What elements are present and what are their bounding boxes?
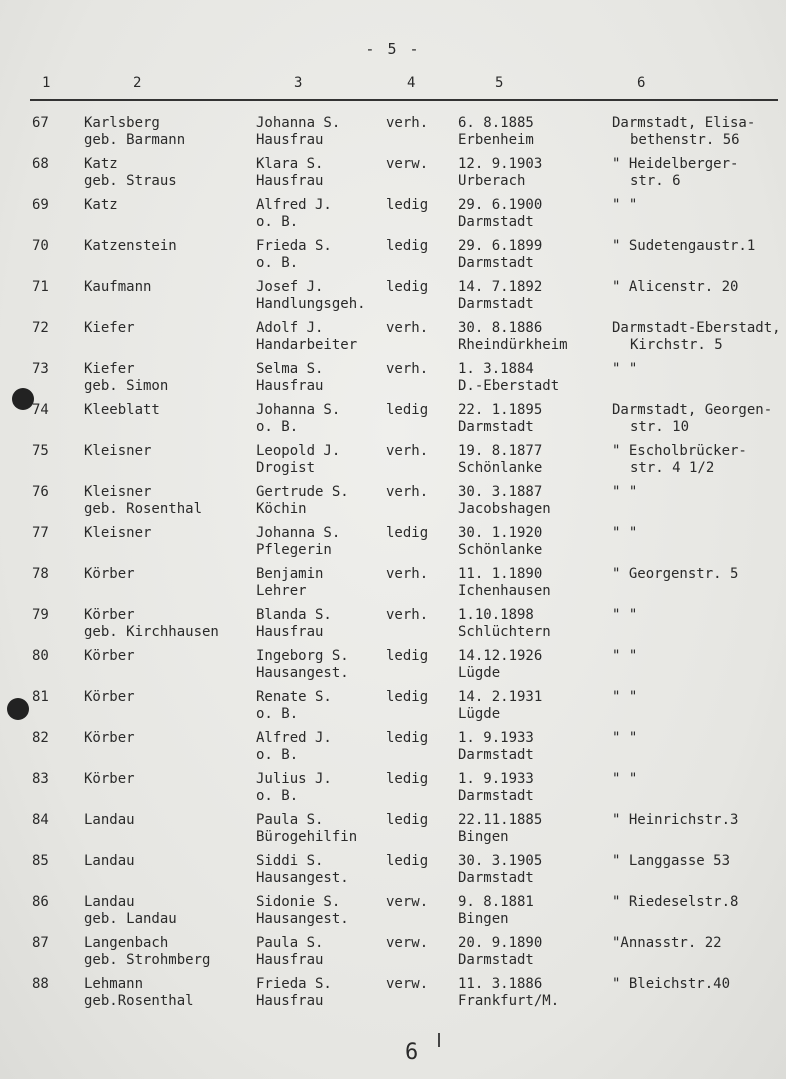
- occupation: o. B.: [256, 788, 299, 804]
- occupation: Hausfrau: [256, 132, 324, 148]
- birth-date: 30. 3.1905: [458, 853, 543, 869]
- table-row: [0, 279, 786, 319]
- first-name: Josef J.: [256, 279, 324, 295]
- birth-place: Lügde: [458, 706, 501, 722]
- table-row: [0, 607, 786, 647]
- surname: Katz: [84, 156, 118, 172]
- table-row: [0, 566, 786, 606]
- marital-status: verh.: [386, 484, 429, 500]
- table-row: [0, 156, 786, 196]
- address-line-1: " ": [612, 484, 638, 500]
- table-row: [0, 525, 786, 565]
- marital-status: ledig: [386, 648, 429, 664]
- surname: Katz: [84, 197, 118, 213]
- first-name: Alfred J.: [256, 197, 332, 213]
- maiden-name: geb. Barmann: [84, 132, 186, 148]
- surname: Kleisner: [84, 484, 152, 500]
- entry-number: 79: [32, 607, 49, 623]
- occupation: o. B.: [256, 419, 299, 435]
- first-name: Klara S.: [256, 156, 324, 172]
- entry-number: 74: [32, 402, 49, 418]
- entry-number: 83: [32, 771, 49, 787]
- first-name: Gertrude S.: [256, 484, 349, 500]
- address-line-1: " ": [612, 361, 638, 377]
- first-name: Leopold J.: [256, 443, 341, 459]
- address-line-2: str. 6: [630, 173, 681, 189]
- birth-date: 11. 1.1890: [458, 566, 543, 582]
- marital-status: ledig: [386, 689, 429, 705]
- birth-place: Bingen: [458, 829, 509, 845]
- surname: Landau: [84, 812, 135, 828]
- table-row: [0, 771, 786, 811]
- birth-place: Darmstadt: [458, 296, 534, 312]
- address-line-2: str. 4 1/2: [630, 460, 715, 476]
- column-number-4: 4: [407, 75, 416, 91]
- entry-number: 81: [32, 689, 49, 705]
- address-line-1: "Annasstr. 22: [612, 935, 722, 951]
- surname: Kaufmann: [84, 279, 152, 295]
- surname: Kleisner: [84, 525, 152, 541]
- birth-date: 1. 9.1933: [458, 771, 534, 787]
- first-name: Ingeborg S.: [256, 648, 349, 664]
- surname: Katzenstein: [84, 238, 177, 254]
- occupation: o. B.: [256, 214, 299, 230]
- header-rule: [30, 99, 778, 101]
- first-name: Sidonie S.: [256, 894, 341, 910]
- birth-place: Jacobshagen: [458, 501, 551, 517]
- birth-place: Darmstadt: [458, 747, 534, 763]
- entry-number: 72: [32, 320, 49, 336]
- table-row: [0, 648, 786, 688]
- birth-place: Rheindürkheim: [458, 337, 568, 353]
- marital-status: verw.: [386, 156, 429, 172]
- birth-place: Schönlanke: [458, 460, 543, 476]
- marital-status: verh.: [386, 607, 429, 623]
- address-line-1: " Alicenstr. 20: [612, 279, 739, 295]
- column-number-2: 2: [133, 75, 142, 91]
- address-line-1: " ": [612, 525, 638, 541]
- occupation: Hausfrau: [256, 993, 324, 1009]
- address-line-1: " ": [612, 771, 638, 787]
- page-number: - 5 -: [365, 40, 421, 58]
- entry-number: 73: [32, 361, 49, 377]
- birth-place: Ichenhausen: [458, 583, 551, 599]
- marital-status: verh.: [386, 320, 429, 336]
- birth-date: 6. 8.1885: [458, 115, 534, 131]
- marital-status: verw.: [386, 935, 429, 951]
- first-name: Selma S.: [256, 361, 324, 377]
- first-name: Johanna S.: [256, 115, 341, 131]
- first-name: Benjamin: [256, 566, 324, 582]
- marital-status: verh.: [386, 566, 429, 582]
- entry-number: 80: [32, 648, 49, 664]
- address-line-1: " Bleichstr.40: [612, 976, 731, 992]
- address-line-1: " ": [612, 730, 638, 746]
- marital-status: ledig: [386, 197, 429, 213]
- first-name: Julius J.: [256, 771, 332, 787]
- entry-number: 75: [32, 443, 49, 459]
- birth-date: 9. 8.1881: [458, 894, 534, 910]
- table-row: [0, 894, 786, 934]
- occupation: Bürogehilfin: [256, 829, 358, 845]
- birth-date: 14. 2.1931: [458, 689, 543, 705]
- column-number-1: 1: [42, 75, 51, 91]
- occupation: Köchin: [256, 501, 307, 517]
- birth-date: 1. 3.1884: [458, 361, 534, 377]
- marital-status: verh.: [386, 443, 429, 459]
- surname: Körber: [84, 689, 135, 705]
- first-name: Paula S.: [256, 812, 324, 828]
- column-number-5: 5: [495, 75, 504, 91]
- address-line-2: bethenstr. 56: [630, 132, 740, 148]
- table-row: [0, 443, 786, 483]
- birth-date: 12. 9.1903: [458, 156, 543, 172]
- surname: Kleeblatt: [84, 402, 160, 418]
- birth-place: Erbenheim: [458, 132, 534, 148]
- birth-date: 30. 8.1886: [458, 320, 543, 336]
- address-line-1: " Sudetengaustr.1: [612, 238, 756, 254]
- occupation: o. B.: [256, 747, 299, 763]
- birth-date: 22.11.1885: [458, 812, 543, 828]
- birth-date: 29. 6.1899: [458, 238, 543, 254]
- maiden-name: geb.Rosenthal: [84, 993, 194, 1009]
- birth-place: Lügde: [458, 665, 501, 681]
- occupation: Hausangest.: [256, 911, 349, 927]
- surname: Körber: [84, 771, 135, 787]
- entry-number: 88: [32, 976, 49, 992]
- occupation: o. B.: [256, 255, 299, 271]
- entry-number: 69: [32, 197, 49, 213]
- surname: Langenbach: [84, 935, 169, 951]
- table-row: [0, 976, 786, 1016]
- occupation: Hausfrau: [256, 173, 324, 189]
- column-number-6: 6: [637, 75, 646, 91]
- table-row: [0, 935, 786, 975]
- birth-date: 1.10.1898: [458, 607, 534, 623]
- marital-status: ledig: [386, 771, 429, 787]
- birth-place: Darmstadt: [458, 870, 534, 886]
- address-line-1: Darmstadt, Georgen-: [612, 402, 773, 418]
- table-row: [0, 402, 786, 442]
- birth-place: Frankfurt/M.: [458, 993, 560, 1009]
- address-line-1: " ": [612, 689, 638, 705]
- birth-date: 30. 1.1920: [458, 525, 543, 541]
- address-line-1: Darmstadt-Eberstadt,: [612, 320, 781, 336]
- birth-date: 29. 6.1900: [458, 197, 543, 213]
- footer-mark: 6: [405, 1040, 419, 1065]
- birth-date: 1. 9.1933: [458, 730, 534, 746]
- column-number-3: 3: [294, 75, 303, 91]
- birth-place: Darmstadt: [458, 788, 534, 804]
- birth-place: Darmstadt: [458, 214, 534, 230]
- birth-place: Schönlanke: [458, 542, 543, 558]
- address-line-1: " Heinrichstr.3: [612, 812, 739, 828]
- first-name: Adolf J.: [256, 320, 324, 336]
- birth-date: 11. 3.1886: [458, 976, 543, 992]
- first-name: Frieda S.: [256, 238, 332, 254]
- surname: Lehmann: [84, 976, 144, 992]
- marital-status: ledig: [386, 853, 429, 869]
- maiden-name: geb. Strohmberg: [84, 952, 211, 968]
- entry-number: 71: [32, 279, 49, 295]
- footer-tick: [438, 1033, 440, 1047]
- address-line-2: Kirchstr. 5: [630, 337, 723, 353]
- occupation: Drogist: [256, 460, 316, 476]
- marital-status: ledig: [386, 279, 429, 295]
- birth-date: 14.12.1926: [458, 648, 543, 664]
- surname: Körber: [84, 648, 135, 664]
- address-line-1: " Heidelberger-: [612, 156, 739, 172]
- table-row: [0, 689, 786, 729]
- surname: Kiefer: [84, 320, 135, 336]
- birth-place: Darmstadt: [458, 952, 534, 968]
- entry-number: 85: [32, 853, 49, 869]
- entry-number: 67: [32, 115, 49, 131]
- first-name: Paula S.: [256, 935, 324, 951]
- occupation: Lehrer: [256, 583, 307, 599]
- maiden-name: geb. Kirchhausen: [84, 624, 219, 640]
- marital-status: verh.: [386, 115, 429, 131]
- address-line-1: " ": [612, 648, 638, 664]
- address-line-1: " ": [612, 607, 638, 623]
- entry-number: 70: [32, 238, 49, 254]
- first-name: Frieda S.: [256, 976, 332, 992]
- birth-place: Darmstadt: [458, 419, 534, 435]
- address-line-1: " ": [612, 197, 638, 213]
- birth-place: Bingen: [458, 911, 509, 927]
- table-row: [0, 484, 786, 524]
- marital-status: ledig: [386, 402, 429, 418]
- occupation: Handlungsgeh.: [256, 296, 366, 312]
- birth-date: 14. 7.1892: [458, 279, 543, 295]
- birth-place: Schlüchtern: [458, 624, 551, 640]
- entry-number: 76: [32, 484, 49, 500]
- surname: Kleisner: [84, 443, 152, 459]
- marital-status: ledig: [386, 730, 429, 746]
- occupation: Hausfrau: [256, 378, 324, 394]
- surname: Körber: [84, 566, 135, 582]
- entry-number: 77: [32, 525, 49, 541]
- surname: Kiefer: [84, 361, 135, 377]
- address-line-1: " Riedeselstr.8: [612, 894, 739, 910]
- marital-status: ledig: [386, 238, 429, 254]
- occupation: Hausangest.: [256, 870, 349, 886]
- address-line-1: " Escholbrücker-: [612, 443, 747, 459]
- address-line-1: Darmstadt, Elisa-: [612, 115, 756, 131]
- maiden-name: geb. Straus: [84, 173, 177, 189]
- surname: Karlsberg: [84, 115, 160, 131]
- occupation: Hausfrau: [256, 624, 324, 640]
- occupation: Hausfrau: [256, 952, 324, 968]
- entry-number: 86: [32, 894, 49, 910]
- first-name: Siddi S.: [256, 853, 324, 869]
- surname: Körber: [84, 730, 135, 746]
- first-name: Johanna S.: [256, 525, 341, 541]
- occupation: Pflegerin: [256, 542, 332, 558]
- occupation: o. B.: [256, 706, 299, 722]
- address-line-2: str. 10: [630, 419, 690, 435]
- marital-status: verw.: [386, 976, 429, 992]
- entry-number: 87: [32, 935, 49, 951]
- birth-place: Darmstadt: [458, 255, 534, 271]
- maiden-name: geb. Simon: [84, 378, 169, 394]
- first-name: Renate S.: [256, 689, 332, 705]
- table-row: [0, 238, 786, 278]
- birth-date: 19. 8.1877: [458, 443, 543, 459]
- maiden-name: geb. Rosenthal: [84, 501, 203, 517]
- punch-hole: [12, 388, 34, 410]
- entry-number: 68: [32, 156, 49, 172]
- table-row: [0, 853, 786, 893]
- table-row: [0, 320, 786, 360]
- marital-status: verh.: [386, 361, 429, 377]
- surname: Landau: [84, 894, 135, 910]
- surname: Körber: [84, 607, 135, 623]
- first-name: Johanna S.: [256, 402, 341, 418]
- address-line-1: " Georgenstr. 5: [612, 566, 739, 582]
- table-row: [0, 812, 786, 852]
- birth-date: 20. 9.1890: [458, 935, 543, 951]
- occupation: Hausangest.: [256, 665, 349, 681]
- occupation: Handarbeiter: [256, 337, 358, 353]
- first-name: Alfred J.: [256, 730, 332, 746]
- birth-place: D.-Eberstadt: [458, 378, 560, 394]
- entry-number: 82: [32, 730, 49, 746]
- first-name: Blanda S.: [256, 607, 332, 623]
- birth-place: Urberach: [458, 173, 526, 189]
- marital-status: verw.: [386, 894, 429, 910]
- entry-number: 78: [32, 566, 49, 582]
- maiden-name: geb. Landau: [84, 911, 177, 927]
- table-row: [0, 361, 786, 401]
- birth-date: 22. 1.1895: [458, 402, 543, 418]
- table-row: [0, 197, 786, 237]
- punch-hole: [7, 698, 29, 720]
- marital-status: ledig: [386, 525, 429, 541]
- table-row: [0, 115, 786, 155]
- entry-number: 84: [32, 812, 49, 828]
- birth-date: 30. 3.1887: [458, 484, 543, 500]
- table-row: [0, 730, 786, 770]
- marital-status: ledig: [386, 812, 429, 828]
- surname: Landau: [84, 853, 135, 869]
- address-line-1: " Langgasse 53: [612, 853, 731, 869]
